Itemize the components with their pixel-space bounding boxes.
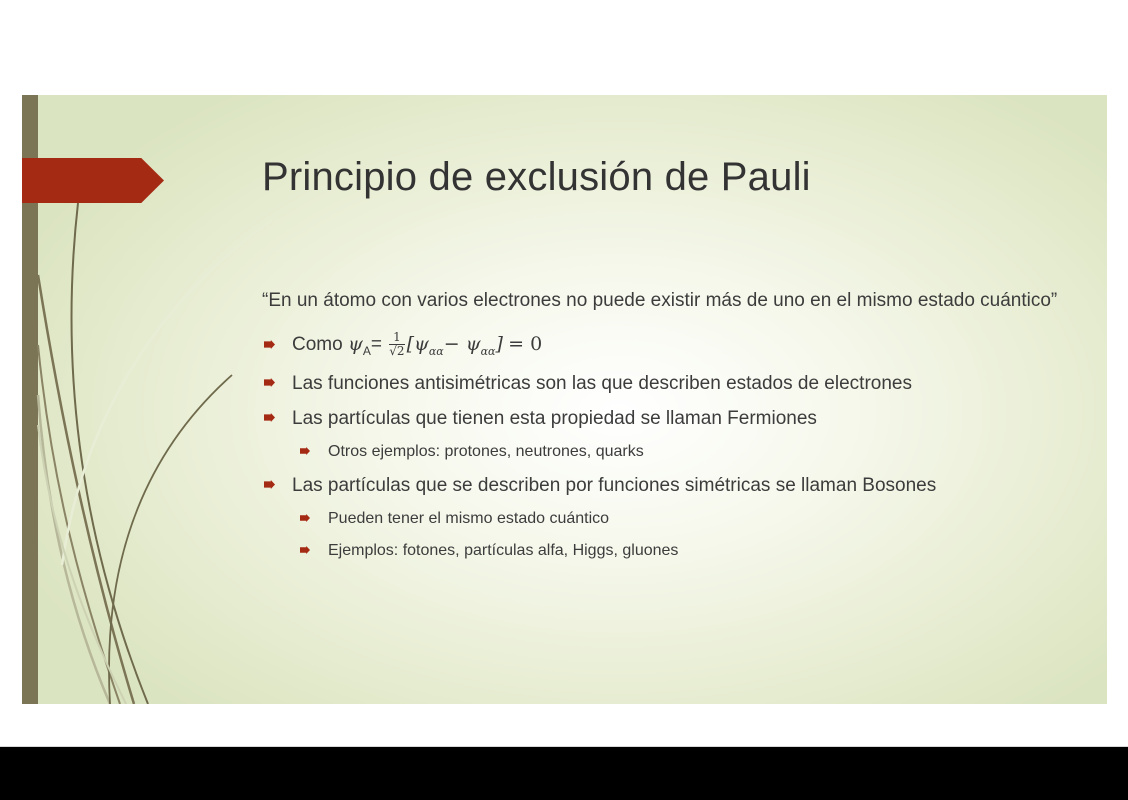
formula-rhs: = 0 [508, 333, 543, 355]
sub-bullet-text: Otros ejemplos: protones, neutrones, quarks [328, 443, 644, 460]
arrow-bullet-icon [264, 413, 275, 422]
formula-lhs: ψ [347, 333, 363, 355]
bullet-item [262, 372, 1062, 396]
bullet-text: Las funciones antisimétricas son las que describen estados de electrones [292, 373, 912, 394]
formula-equals: = [370, 334, 382, 355]
formula-bracket-close: ] [495, 333, 503, 355]
formula-fraction [389, 331, 404, 358]
fraction-denominator: √2 [389, 344, 405, 359]
arrow-bullet-icon [300, 514, 310, 522]
sub-bullet-text: Ejemplos: fotones, partículas alfa, Higgs, gluones [328, 542, 679, 559]
bullet-text: Las partículas que tienen esta propiedad se llaman Fermiones [292, 408, 817, 429]
bullet-item [262, 474, 1062, 498]
formula-term2: − ψ [443, 333, 481, 355]
sub-bullet-item [262, 509, 1062, 529]
formula-term1-sub: αα [428, 344, 444, 358]
title-arrow-banner [22, 158, 164, 203]
sub-bullet-text: Pueden tener el mismo estado cuántico [328, 510, 610, 527]
bullet-text: Las partículas que se describen por funciones simétricas se llaman Bosones [292, 475, 937, 496]
bottom-black-bar [0, 747, 1128, 800]
arrow-bullet-icon [300, 447, 310, 455]
arrow-bullet-icon [264, 378, 275, 387]
formula-prefix: Como [292, 334, 343, 355]
bullet-formula [262, 327, 1062, 361]
arrow-bullet-icon [300, 546, 310, 554]
arrow-bullet-icon [264, 340, 275, 349]
quote-text: “En un átomo con varios electrones no puede existir más de uno en el mismo estado cuántico” [262, 290, 1058, 311]
formula-lhs-sub: A [362, 343, 371, 358]
formula-term2-sub: αα [480, 344, 496, 358]
sub-bullet-item [262, 541, 1062, 561]
slide-body [262, 288, 1062, 573]
slide [22, 95, 1107, 704]
formula-term1: [ψ [406, 333, 429, 355]
slide-title: Principio de exclusión de Pauli [262, 155, 811, 199]
fraction-numerator: 1 [389, 331, 404, 345]
arrow-bullet-icon [264, 480, 275, 489]
bullet-item [262, 407, 1062, 431]
sub-bullet-item [262, 442, 1062, 462]
